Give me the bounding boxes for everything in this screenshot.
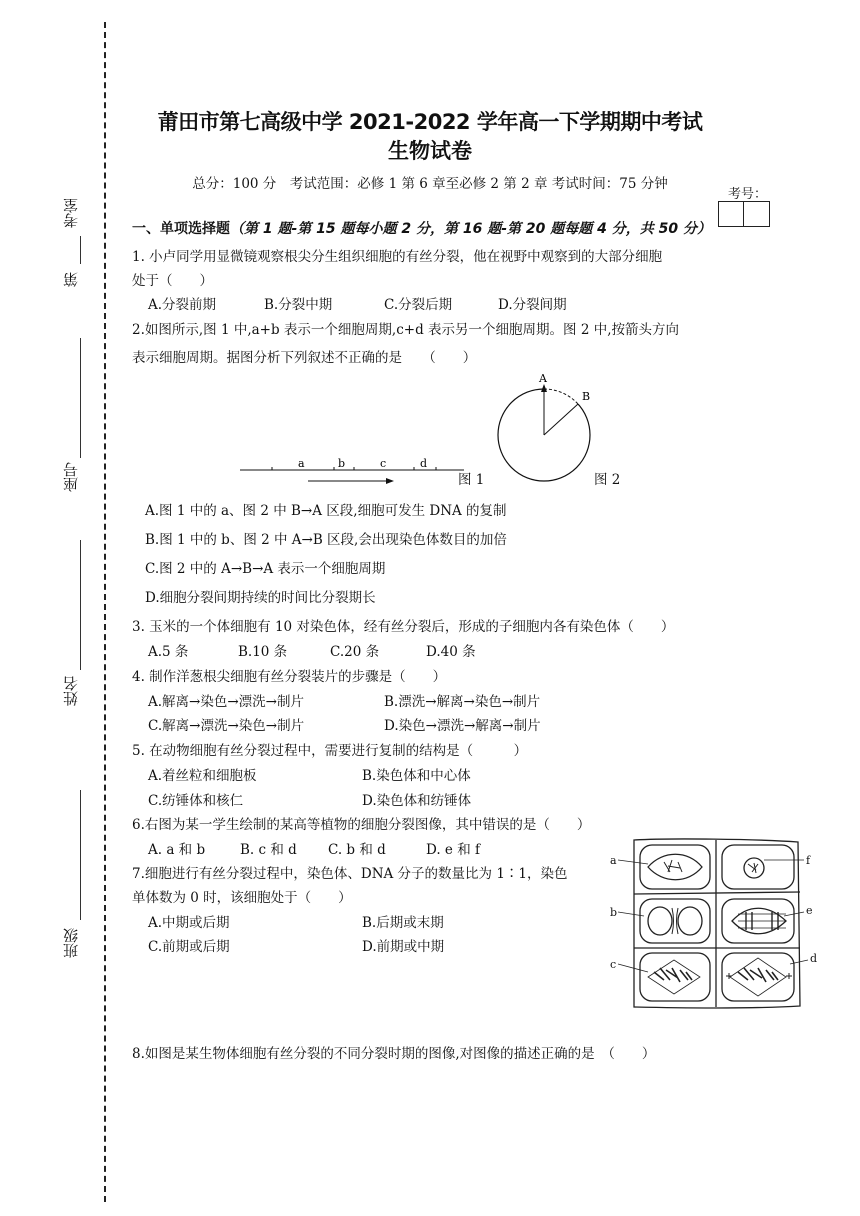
q7-option-c[interactable]: C.前期或后期 bbox=[148, 939, 230, 955]
q2-fig2-point-b: B bbox=[582, 390, 591, 403]
q2-fig1-seg-c: c bbox=[380, 457, 387, 470]
q2-stem-line1: 2.如图所示,图 1 中,a+b 表示一个细胞周期,c+d 表示另一个细胞周期。图 2 中,按箭头方向 bbox=[132, 322, 679, 338]
q3-stem: 3. 玉米的一个体细胞有 10 对染色体，经有丝分裂后，形成的子细胞内各有染色体（ ） bbox=[132, 619, 675, 635]
q6-stem: 6.右图为某一学生绘制的某高等植物的细胞分裂图像，其中错误的是（ ） bbox=[132, 817, 591, 833]
q1-option-b[interactable]: B.分裂中期 bbox=[264, 297, 333, 313]
q2-option-d[interactable]: D.细胞分裂间期持续的时间比分裂期长 bbox=[145, 590, 376, 606]
q3-option-b[interactable]: B.10 条 bbox=[238, 644, 288, 660]
q1-option-a[interactable]: A.分裂前期 bbox=[148, 297, 217, 313]
binding-dashed-line bbox=[104, 22, 106, 1202]
q2-option-b[interactable]: B.图 1 中的 b、图 2 中 A→B 区段,会出现染色体数目的加倍 bbox=[145, 532, 507, 548]
q2-stem-line2: 表示细胞周期。据图分析下列叙述不正确的是 （ ） bbox=[132, 350, 477, 366]
q5-option-c[interactable]: C.纺锤体和核仁 bbox=[148, 793, 244, 809]
q2-fig1-seg-d: d bbox=[420, 457, 428, 470]
sidebar-class-blank bbox=[80, 790, 81, 920]
q3-option-c[interactable]: C.20 条 bbox=[330, 644, 380, 660]
sidebar-room-prefix: 第 bbox=[62, 272, 80, 287]
q1-stem-line1: 1. 小卢同学用显微镜观察根尖分生组织细胞的有丝分裂，他在视野中观察到的大部分细胞 bbox=[132, 249, 663, 265]
q5-stem: 5. 在动物细胞有丝分裂过程中，需要进行复制的结构是（ ） bbox=[132, 743, 528, 759]
q5-option-d[interactable]: D.染色体和纺锤体 bbox=[362, 793, 472, 809]
q6-fig-label-f: f bbox=[806, 854, 811, 867]
q7-stem-line1: 7.细胞进行有丝分裂过程中，染色体、DNA 分子的数量比为 1∶1，染色 bbox=[132, 866, 568, 882]
q2-option-a[interactable]: A.图 1 中的 a、图 2 中 B→A 区段,细胞可发生 DNA 的复制 bbox=[145, 503, 507, 519]
q2-figure2-cycle bbox=[490, 368, 600, 482]
q7-option-d[interactable]: D.前期或中期 bbox=[362, 939, 445, 955]
exam-subtitle: 生物试卷 bbox=[388, 139, 472, 163]
q1-stem-line2: 处于（ ） bbox=[132, 273, 213, 289]
q2-figure1-label: 图 1 bbox=[458, 472, 485, 488]
q6-fig-label-e: e bbox=[806, 904, 813, 917]
sidebar-name-blank bbox=[80, 540, 81, 670]
q6-option-b[interactable]: B. c 和 d bbox=[240, 842, 297, 858]
section-heading bbox=[132, 218, 711, 238]
sidebar-room-label: 考室 bbox=[62, 198, 80, 228]
q6-option-c[interactable]: C. b 和 d bbox=[328, 842, 386, 858]
q4-option-b[interactable]: B.漂洗→解离→染色→制片 bbox=[384, 694, 541, 710]
q1-option-d[interactable]: D.分裂间期 bbox=[498, 297, 567, 313]
q4-option-c[interactable]: C.解离→漂洗→染色→制片 bbox=[148, 718, 305, 734]
q4-option-d[interactable]: D.染色→漂洗→解离→制片 bbox=[384, 718, 541, 734]
exam-title: 莆田市第七高级中学 2021-2022 学年高一下学期期中考试 bbox=[157, 110, 703, 134]
sidebar-seat-label: 座号 bbox=[62, 462, 80, 492]
sidebar-class-label: 班级 bbox=[62, 928, 80, 958]
q2-option-c[interactable]: C.图 2 中的 A→B→A 表示一个细胞周期 bbox=[145, 561, 386, 577]
q2-figure2-label: 图 2 bbox=[594, 472, 621, 488]
q5-option-b[interactable]: B.染色体和中心体 bbox=[362, 768, 471, 784]
q8-stem: 8.如图是某生物体细胞有丝分裂的不同分裂时期的图像,对图像的描述正确的是 （ ） bbox=[132, 1046, 656, 1062]
q6-fig-label-b: b bbox=[610, 906, 618, 919]
q2-fig1-seg-b: b bbox=[338, 457, 346, 470]
q6-option-d[interactable]: D. e 和 f bbox=[426, 842, 480, 858]
sidebar-room-blank bbox=[80, 236, 81, 264]
q6-fig-label-c: c bbox=[610, 958, 617, 971]
q4-stem: 4. 制作洋葱根尖细胞有丝分裂装片的步骤是（ ） bbox=[132, 669, 447, 685]
section-note: （第 1 题-第 15 题每小题 2 分，第 16 题-第 20 题每题 4 分，共 50 分） bbox=[230, 221, 712, 237]
exam-number-label: 考号： bbox=[728, 187, 768, 202]
q2-figure1-timeline bbox=[236, 452, 466, 488]
sidebar-seat-blank bbox=[80, 338, 81, 458]
q5-option-a[interactable]: A.着丝粒和细胞板 bbox=[148, 768, 257, 784]
q3-option-a[interactable]: A.5 条 bbox=[148, 644, 189, 660]
q7-stem-line2: 单体数为 0 时，该细胞处于（ ） bbox=[132, 890, 352, 906]
q3-option-d[interactable]: D.40 条 bbox=[426, 644, 476, 660]
q6-cell-division-figure bbox=[608, 836, 824, 1014]
q2-fig1-seg-a: a bbox=[298, 457, 305, 470]
q7-option-a[interactable]: A.中期或后期 bbox=[148, 915, 230, 931]
sidebar-name-label: 姓名 bbox=[62, 676, 80, 706]
q6-option-a[interactable]: A. a 和 b bbox=[148, 842, 206, 858]
q7-option-b[interactable]: B.后期或末期 bbox=[362, 915, 444, 931]
q4-option-a[interactable]: A.解离→染色→漂洗→制片 bbox=[148, 694, 304, 710]
section-title: 一、单项选择题 bbox=[132, 221, 230, 237]
q2-fig2-point-a: A bbox=[539, 372, 547, 385]
q6-fig-label-d: d bbox=[810, 952, 818, 965]
exam-number-box[interactable] bbox=[718, 201, 770, 227]
q6-fig-label-a: a bbox=[610, 854, 617, 867]
exam-meta: 总分：100 分 考试范围：必修 1 第 6 章至必修 2 第 2 章 考试时间：75 分钟 bbox=[192, 176, 668, 192]
q1-option-c[interactable]: C.分裂后期 bbox=[384, 297, 453, 313]
